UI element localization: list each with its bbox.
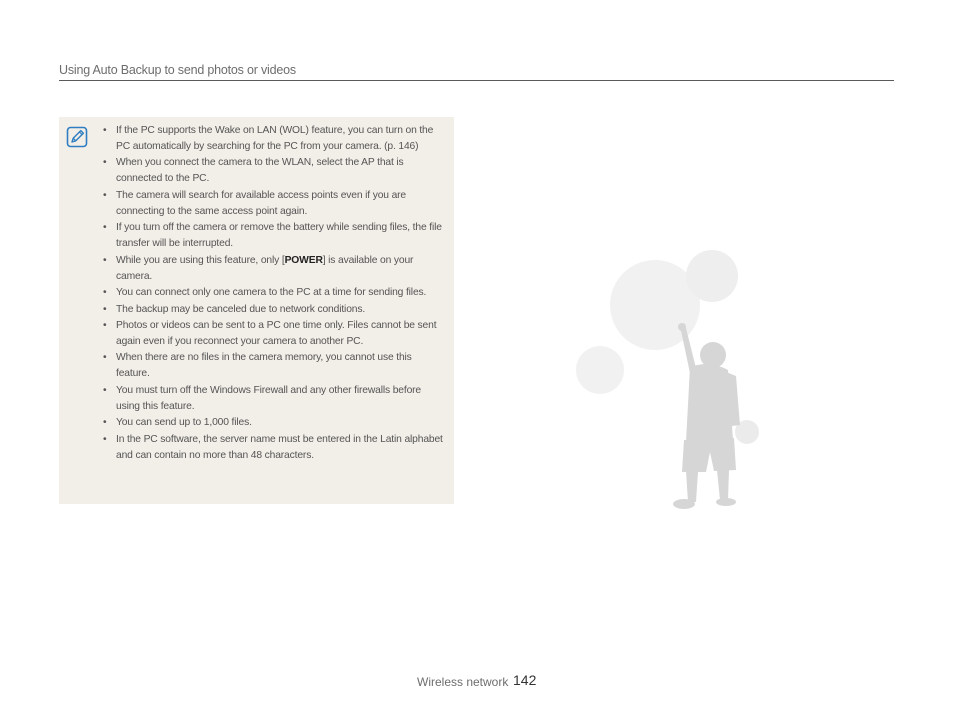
note-text: You can send up to 1,000 files. (116, 417, 252, 429)
bullet: • (103, 352, 107, 364)
note-item (102, 415, 444, 431)
page-header-title: Using Auto Backup to send photos or videos (59, 63, 296, 77)
bullet: • (103, 157, 107, 169)
note-item (102, 350, 444, 382)
note-text: The camera will search for available access points even if you are connecting to the same access point again. (116, 189, 406, 217)
note-text-after: ] is available on your camera. (116, 254, 414, 282)
note-item (102, 123, 444, 155)
decorative-illustration (570, 240, 770, 520)
note-text: The backup may be canceled due to network conditions. (116, 303, 366, 315)
bullet: • (103, 125, 107, 136)
note-item (102, 432, 444, 464)
bullet: • (103, 417, 107, 429)
bubble-medium (686, 250, 738, 302)
note-text: You must turn off the Windows Firewall and any other firewalls before using this feature. (116, 384, 422, 412)
note-text: If the PC supports the Wake on LAN (WOL) feature, you can turn on the PC automatically by searching for the PC from your camera. (p. 146) (116, 125, 434, 152)
bullet: • (103, 287, 107, 299)
note-item (102, 285, 444, 301)
child-silhouette (673, 323, 740, 509)
note-text: In the PC software, the server name must be entered in the Latin alphabet and can contain no more than 48 characters. (116, 433, 443, 461)
bullet: • (103, 222, 107, 234)
note-text: Photos or videos can be sent to a PC one time only. Files cannot be sent again even if you reconnect your camera to another PC. (116, 320, 437, 347)
note-item (102, 318, 444, 350)
bullet: • (103, 254, 107, 266)
page-number: 142 (513, 672, 537, 688)
bullet: • (103, 303, 107, 315)
bullet: • (103, 384, 107, 396)
note-pencil-icon (66, 126, 88, 148)
note-box (59, 117, 454, 504)
note-item (102, 188, 444, 220)
note-text: If you turn off the camera or remove the battery while sending files, the file transfer will be interrupted. (116, 222, 442, 250)
note-item (102, 302, 444, 318)
bullet: • (103, 433, 107, 445)
note-list (102, 123, 444, 464)
footer-section-name: Wireless network (417, 675, 509, 689)
note-item (102, 383, 444, 415)
note-item (102, 220, 444, 252)
note-text: You can connect only one camera to the PC at a time for sending files. (116, 287, 427, 299)
note-text: When you connect the camera to the WLAN, select the AP that is connected to the PC. (116, 157, 404, 185)
power-button-label: POWER (284, 254, 323, 266)
header-divider (59, 80, 894, 81)
bubble-left (576, 346, 624, 394)
bullet: • (103, 189, 107, 201)
bullet: • (103, 320, 107, 332)
note-text-before: While you are using this feature, only [ (116, 254, 285, 266)
note-item (102, 253, 444, 285)
note-text: When there are no files in the camera memory, you cannot use this feature. (116, 352, 412, 380)
note-item (102, 155, 444, 187)
